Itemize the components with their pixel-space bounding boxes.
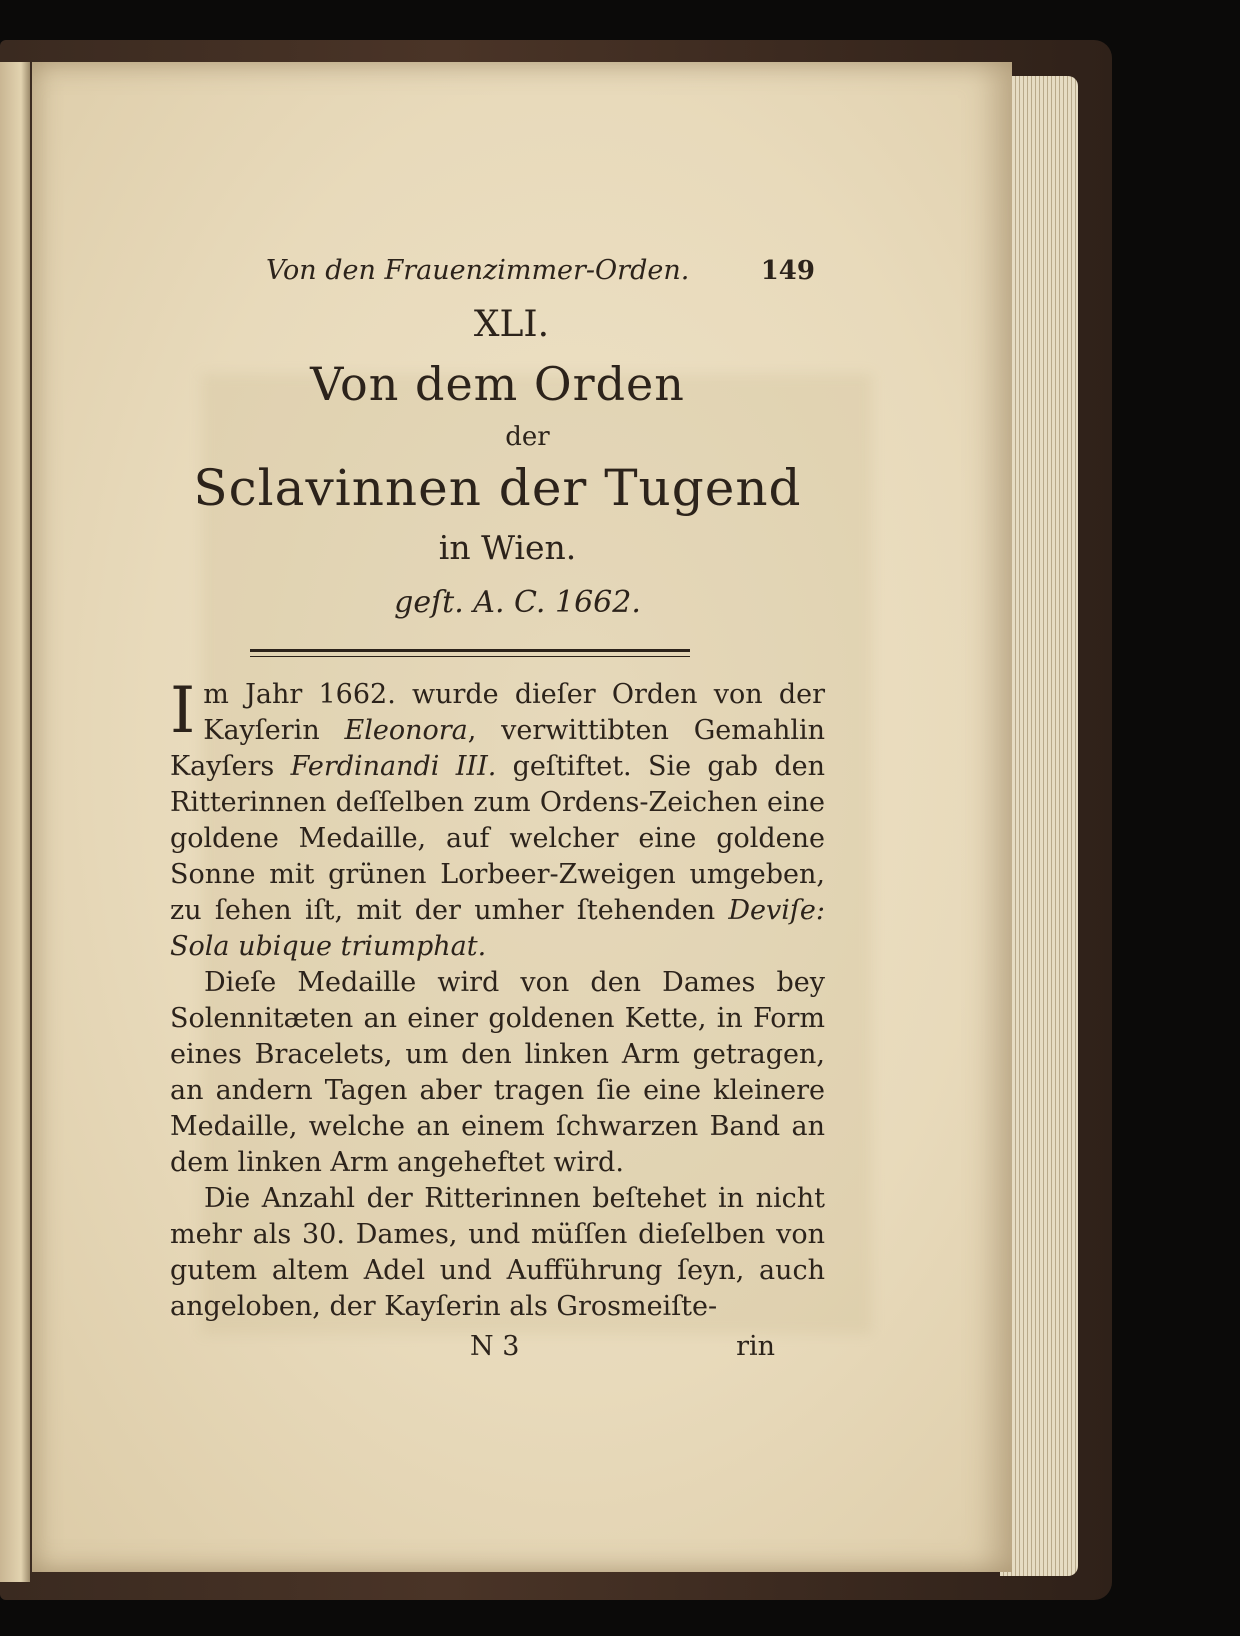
title-line-der: der xyxy=(505,422,550,452)
running-head xyxy=(170,255,825,299)
running-title: Von den Frauenzimmer-Orden. xyxy=(266,255,690,286)
paragraph-1-text-c: geſtiftet. Sie gab den Ritterinnen deſſelben zum Ordens-Zeichen eine goldene Medaille, auf welcher eine goldene Sonne mit grünen Lorbeer-Zweigen umgeben, zu ſehen iſt, mit der umher ſtehenden xyxy=(170,751,825,926)
founded-date: geſt. A. C. 1662. xyxy=(394,585,641,620)
catchword: rin xyxy=(736,1331,775,1362)
title-place: in Wien. xyxy=(438,528,577,567)
chapter-number: XLI. xyxy=(473,304,550,345)
paragraph-3: Die Anzahl der Ritterinnen beſtehet in nicht mehr als 30. Dames, und müſſen dieſelben von gutem altem Adel und Aufführung ſeyn, auch angeloben, der Kayſerin als Grosmeiſte- xyxy=(170,1183,825,1322)
paragraph-1-empress: Eleonora xyxy=(344,715,468,746)
page-footer xyxy=(170,1331,825,1362)
paragraph-2: Dieſe Medaille wird von den Dames bey Solennitæten an einer goldenen Kette, in Form eines Bracelets, um den linken Arm getragen, an andern Tagen aber tragen ſie eine kleinere Medaille, welche an einem ſchwarzen Band an dem linken Arm angeheftet wird. xyxy=(170,967,825,1178)
paragraph-1-motto: Deviſe: Sola ubique triumphat. xyxy=(170,895,825,962)
paragraph-1-text-b: , verwittibten Gemahlin Kayſers xyxy=(170,715,825,782)
drop-cap: I xyxy=(170,674,196,748)
paragraph-1-emperor: Ferdinandi III. xyxy=(290,751,497,782)
heading-rule xyxy=(250,649,690,657)
signature-mark: N 3 xyxy=(470,1331,520,1362)
paragraph-1 xyxy=(170,674,825,965)
text-block xyxy=(170,255,825,1362)
paragraph-1-text-a: m Jahr 1662. wurde dieſer Orden von der Kayſerin xyxy=(203,679,825,746)
title-line-1: Von dem Orden xyxy=(310,357,685,411)
page-number: 149 xyxy=(760,256,815,286)
left-page-edge xyxy=(0,62,30,1582)
title-line-2: Sclavinnen der Tugend xyxy=(193,459,802,517)
